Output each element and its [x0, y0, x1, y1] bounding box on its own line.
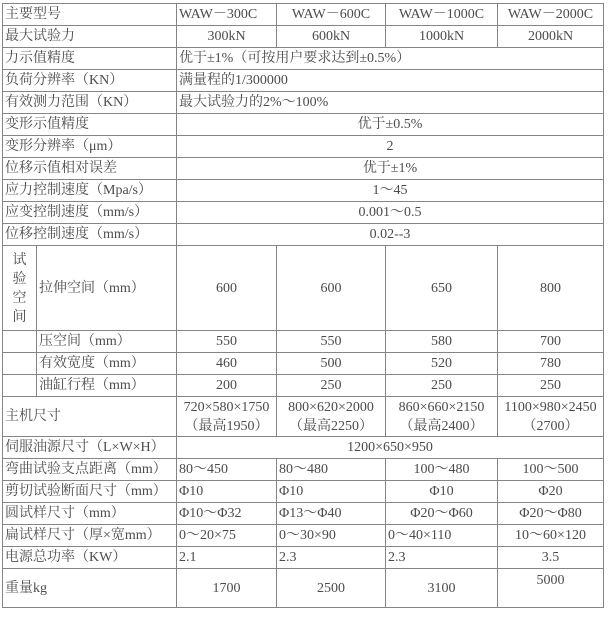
span-value-cell: 0.02--3 — [177, 224, 604, 246]
spec-table — [2, 3, 604, 608]
value-cell: Φ10 — [177, 481, 277, 503]
value-cell: 200 — [177, 375, 277, 397]
row-label: 扁试样尺寸（厚×宽mm） — [3, 525, 177, 547]
value-cell: 1700 — [177, 569, 277, 608]
table-row — [3, 48, 604, 70]
table-row — [3, 202, 604, 224]
value-cell: 3100 — [386, 569, 498, 608]
row-label: 油缸行程（mm） — [37, 375, 177, 397]
value-cell: 500 — [277, 353, 386, 375]
value-cell: 100～480 — [386, 459, 498, 481]
table-row — [3, 525, 604, 547]
row-label: 变形示值精度 — [3, 114, 177, 136]
value-cell: 0～40×110 — [386, 525, 498, 547]
row-label: 主机尺寸 — [3, 397, 177, 437]
value-cell: 2500 — [277, 569, 386, 608]
table-row — [3, 353, 604, 375]
value-cell: 1000kN — [386, 26, 498, 48]
row-label: 应力控制速度（Mpa/s） — [3, 180, 177, 202]
row-label: 最大试验力 — [3, 26, 177, 48]
table-row — [3, 437, 604, 459]
value-cell: 250 — [498, 375, 604, 397]
value-cell: WAW－300C — [177, 4, 277, 26]
value-cell: 2.3 — [386, 547, 498, 569]
table-row — [3, 114, 604, 136]
value-cell: 80～480 — [277, 459, 386, 481]
value-cell: 520 — [386, 353, 498, 375]
value-cell: 0～30×90 — [277, 525, 386, 547]
value-cell: Φ10～Φ32 — [177, 503, 277, 525]
table-row — [3, 136, 604, 158]
value-cell: 600 — [277, 246, 386, 331]
row-label: 力示值精度 — [3, 48, 177, 70]
value-cell: 700 — [498, 331, 604, 353]
value-cell: 550 — [177, 331, 277, 353]
value-cell: 800 — [498, 246, 604, 331]
value-cell: 780 — [498, 353, 604, 375]
row-label: 负荷分辨率（KN） — [3, 70, 177, 92]
span-value-cell: 优于±1%（可按用户要求达到±0.5%） — [177, 48, 604, 70]
value-cell: 800×620×2000 （最高2250） — [277, 397, 386, 437]
row-label: 电源总功率（KW） — [3, 547, 177, 569]
span-value-cell: 1200×650×950 — [177, 437, 604, 459]
value-cell: 2000kN — [498, 26, 604, 48]
value-cell: 650 — [386, 246, 498, 331]
value-cell: 2.1 — [177, 547, 277, 569]
group-label-vertical: 试 验 空 间 — [3, 246, 37, 331]
table-row — [3, 26, 604, 48]
value-cell: 860×660×2150 （最高2400） — [386, 397, 498, 437]
group-spacer-cell — [3, 375, 37, 397]
row-label: 应变控制速度（mm/s） — [3, 202, 177, 224]
value-cell: 460 — [177, 353, 277, 375]
table-row — [3, 158, 604, 180]
span-value-cell: 优于±0.5% — [177, 114, 604, 136]
table-row — [3, 92, 604, 114]
row-label: 变形分辨率（μm） — [3, 136, 177, 158]
table-row — [3, 224, 604, 246]
value-cell: 10～60×120 — [498, 525, 604, 547]
table-row — [3, 547, 604, 569]
table-row — [3, 503, 604, 525]
value-cell: 550 — [277, 331, 386, 353]
value-cell: 2.3 — [277, 547, 386, 569]
span-value-cell: 最大试验力的2%～100% — [177, 92, 604, 114]
row-label: 伺服油源尺寸（L×W×H） — [3, 437, 177, 459]
span-value-cell: 满量程的1/300000 — [177, 70, 604, 92]
value-cell: 100～500 — [498, 459, 604, 481]
value-cell: Φ13～Φ40 — [277, 503, 386, 525]
table-row — [3, 70, 604, 92]
table-row — [3, 180, 604, 202]
value-cell: 5000 — [498, 569, 604, 608]
group-spacer-cell — [3, 331, 37, 353]
row-label: 圆试样尺寸（mm） — [3, 503, 177, 525]
value-cell: Φ10 — [277, 481, 386, 503]
value-cell: 1100×980×2450 （2700） — [498, 397, 604, 437]
value-cell: WAW－1000C — [386, 4, 498, 26]
span-value-cell: 2 — [177, 136, 604, 158]
row-label: 剪切试验断面尺寸（mm） — [3, 481, 177, 503]
value-cell: Φ20～Φ80 — [498, 503, 604, 525]
value-cell: 80～450 — [177, 459, 277, 481]
value-cell: 720×580×1750 （最高1950） — [177, 397, 277, 437]
table-row — [3, 246, 604, 331]
group-spacer-cell — [3, 353, 37, 375]
table-row — [3, 459, 604, 481]
row-label: 主要型号 — [3, 4, 177, 26]
span-value-cell: 1～45 — [177, 180, 604, 202]
row-label: 位移控制速度（mm/s） — [3, 224, 177, 246]
value-cell: Φ10 — [386, 481, 498, 503]
value-cell: WAW－600C — [277, 4, 386, 26]
value-cell: 3.5 — [498, 547, 604, 569]
value-cell: Φ20～Φ60 — [386, 503, 498, 525]
value-cell: WAW－2000C — [498, 4, 604, 26]
value-cell: 600kN — [277, 26, 386, 48]
row-label: 弯曲试验支点距离（mm） — [3, 459, 177, 481]
row-label: 位移示值相对误差 — [3, 158, 177, 180]
table-row — [3, 569, 604, 608]
row-label: 重量kg — [3, 569, 177, 608]
table-row — [3, 481, 604, 503]
row-label: 有效宽度（mm） — [37, 353, 177, 375]
value-cell: 0～20×75 — [177, 525, 277, 547]
table-row — [3, 4, 604, 26]
value-cell: 250 — [277, 375, 386, 397]
table-row — [3, 331, 604, 353]
value-cell: 250 — [386, 375, 498, 397]
span-value-cell: 0.001～0.5 — [177, 202, 604, 224]
value-cell: Φ20 — [498, 481, 604, 503]
table-row — [3, 375, 604, 397]
value-cell: 580 — [386, 331, 498, 353]
row-label: 有效测力范围（KN） — [3, 92, 177, 114]
value-cell: 300kN — [177, 26, 277, 48]
value-cell: 600 — [177, 246, 277, 331]
table-row — [3, 397, 604, 437]
span-value-cell: 优于±1% — [177, 158, 604, 180]
row-label: 压空间（mm） — [37, 331, 177, 353]
row-label: 拉伸空间（mm） — [37, 246, 177, 331]
